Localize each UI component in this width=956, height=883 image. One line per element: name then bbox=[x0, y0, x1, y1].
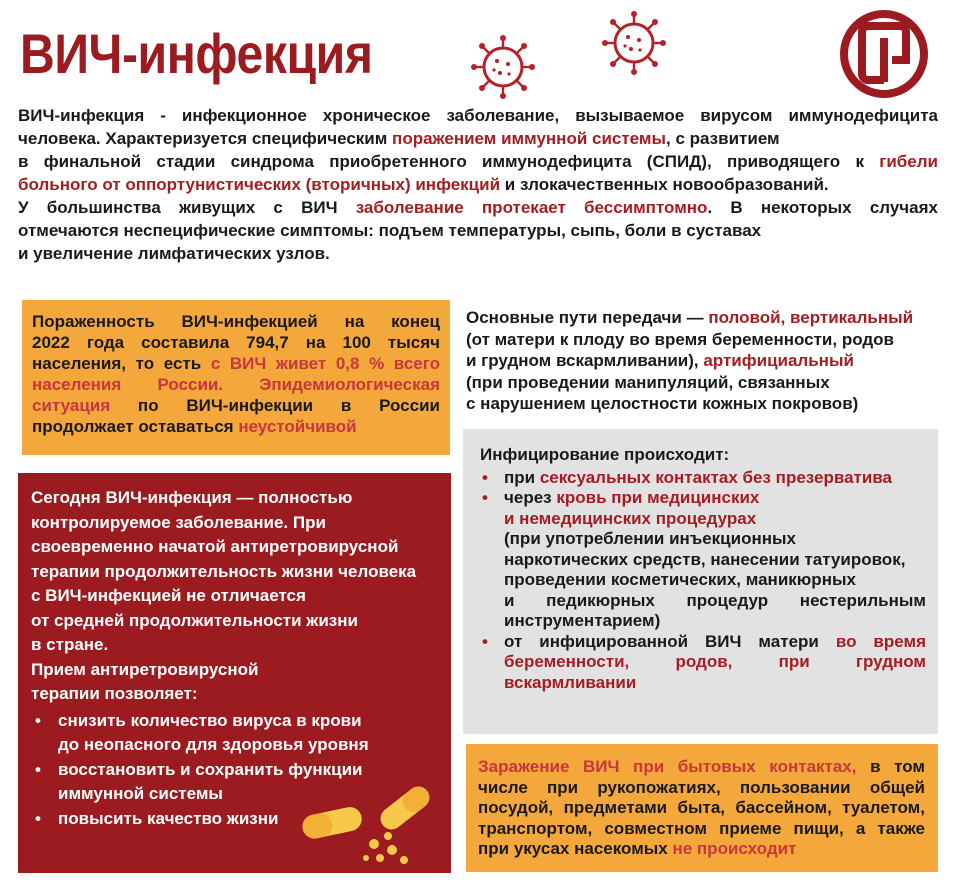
therapy-line: контролируемое заболевание. При bbox=[31, 512, 326, 532]
text: человека. Характеризуется специфическим bbox=[18, 129, 393, 148]
text: через bbox=[504, 488, 557, 507]
transmission-line bbox=[466, 307, 936, 329]
text: У большинства живущих с ВИЧ bbox=[18, 198, 356, 217]
infection-list bbox=[480, 468, 926, 694]
intro-line bbox=[18, 150, 938, 173]
therapy-line: Прием антиретровирусной bbox=[31, 659, 259, 679]
highlight-text: Эпидемиологическая bbox=[259, 375, 440, 394]
virus-icon bbox=[601, 10, 667, 76]
transmission-line: (при проведении манипуляций, связанных bbox=[466, 372, 830, 392]
intro-line: ВИЧ-инфекция - инфекционное хроническое заболевание, вызываемое вирусом иммунодефицита bbox=[18, 106, 938, 125]
household-contact-box bbox=[466, 744, 938, 872]
text: и грудном вскармливании), bbox=[466, 351, 704, 370]
text: населения, то есть bbox=[32, 354, 211, 373]
list-item-text: проведении косметических, маникюрных bbox=[504, 570, 856, 589]
text: по ВИЧ-инфекции в России bbox=[110, 396, 440, 415]
list-item bbox=[31, 709, 441, 758]
virus-icon bbox=[470, 34, 536, 100]
highlight-text: гибели bbox=[879, 152, 938, 171]
bullet-icon: • bbox=[35, 759, 41, 779]
bullet-icon: • bbox=[35, 710, 41, 730]
text: в том bbox=[856, 757, 926, 776]
highlight-text: ситуация bbox=[32, 396, 111, 415]
therapy-line: своевременно начатой антиретровирусной bbox=[31, 537, 399, 556]
list-item bbox=[480, 488, 926, 632]
highlight-text: беременности, родов, при грудном bbox=[504, 652, 926, 671]
list-item-text: повысить качество жизни bbox=[58, 808, 279, 828]
list-item-text: наркотических средств, нанесении татуировок, bbox=[504, 549, 906, 569]
text: продолжает оставаться bbox=[32, 417, 239, 436]
therapy-line: от средней продолжительности жизни bbox=[31, 610, 358, 630]
text: Основные пути передачи — bbox=[466, 308, 709, 327]
list-item-text: и педикюрных процедур нестерильным bbox=[504, 590, 926, 610]
highlight-text: и немедицинских процедурах bbox=[504, 508, 757, 528]
highlight-text: артифициальный bbox=[703, 351, 854, 370]
therapy-line: с ВИЧ-инфекцией не отличается bbox=[31, 586, 306, 605]
therapy-line: терапии продолжительность жизни человека bbox=[31, 561, 417, 581]
organization-logo-icon bbox=[838, 8, 930, 100]
list-item-text: инструментарием) bbox=[504, 611, 661, 630]
list-item bbox=[480, 468, 926, 489]
highlight-text: сексуальных контактах без презерватива bbox=[539, 467, 892, 487]
therapy-line: терапии позволяет: bbox=[31, 684, 198, 703]
highlight-text: Заражение ВИЧ при бытовых контактах, bbox=[478, 757, 857, 776]
prevalence-line: 2022 года составила 794,7 на 100 тысяч bbox=[32, 333, 440, 352]
household-line: посудой, предметами быта, бассейном, туалетом, bbox=[478, 798, 925, 817]
highlight-text: с ВИЧ живет 0,8 % всего bbox=[210, 354, 440, 373]
text: , с развитием bbox=[666, 129, 780, 148]
highlight-text: половой, вертикальный bbox=[708, 308, 914, 327]
text: и злокачественных новообразований. bbox=[500, 175, 829, 194]
bullet-icon: • bbox=[482, 488, 488, 507]
highlight-text: кровь при медицинских bbox=[556, 488, 760, 507]
intro-line: отмечаются неспецифические симптомы: подъем температуры, сыпь, боли в суставах bbox=[18, 221, 762, 240]
household-line bbox=[478, 757, 925, 778]
page-title: ВИЧ-инфекция bbox=[20, 22, 373, 85]
list-item-text: снизить количество вируса в крови bbox=[58, 710, 362, 730]
highlight-text: вскармливании bbox=[504, 672, 637, 692]
text: при укусах насекомых bbox=[478, 839, 673, 858]
prevalence-line: Пораженность ВИЧ-инфекцией на конец bbox=[32, 312, 440, 331]
intro-line bbox=[18, 173, 938, 196]
bullet-icon: • bbox=[482, 631, 488, 651]
text: в финальной стадии синдрома приобретенного иммунодефицита (СПИД), приводящего к bbox=[18, 152, 880, 171]
highlight-text: поражением иммунной системы bbox=[392, 129, 667, 148]
intro-paragraph bbox=[18, 104, 938, 265]
intro-line bbox=[18, 196, 938, 219]
list-item-text bbox=[504, 632, 926, 653]
list-item bbox=[480, 632, 926, 694]
highlight-text: неустойчивой bbox=[238, 417, 357, 436]
text: от инфицированной ВИЧ матери bbox=[504, 631, 836, 651]
prevalence-line bbox=[32, 395, 440, 416]
household-line: числе при рукопожатиях, пользовании общей bbox=[478, 777, 925, 797]
intro-line bbox=[18, 127, 938, 150]
prevalence-line bbox=[32, 353, 440, 374]
transmission-line: (от матери к плоду во время беременности, родов bbox=[466, 329, 894, 349]
list-item-text: (при употреблении инъекционных bbox=[504, 529, 796, 548]
therapy-line: в стране. bbox=[31, 635, 109, 654]
bullet-icon: • bbox=[35, 808, 41, 828]
transmission-line: с нарушением целостности кожных покровов) bbox=[466, 394, 859, 413]
highlight-text: населения России. bbox=[32, 375, 260, 394]
highlight-text: заболевание протекает бессимптомно bbox=[355, 198, 708, 217]
list-item-text: восстановить и сохранить функции bbox=[58, 759, 363, 779]
text: при bbox=[504, 467, 540, 487]
prevalence-line bbox=[32, 416, 440, 437]
infection-box bbox=[463, 429, 938, 734]
highlight-text: во время bbox=[835, 631, 926, 651]
transmission-paragraph bbox=[466, 307, 936, 415]
highlight-text: больного от оппортунистических (вторичных) инфекций bbox=[18, 175, 501, 194]
transmission-line bbox=[466, 350, 936, 372]
highlight-text: не происходит bbox=[672, 839, 797, 858]
text: . В некоторых случаях bbox=[707, 198, 939, 217]
prevalence-box bbox=[22, 300, 450, 455]
list-item-text: до неопасного для здоровья уровня bbox=[58, 735, 369, 754]
therapy-line: Сегодня ВИЧ-инфекция — полностью bbox=[31, 488, 353, 507]
infection-heading: Инфицирование происходит: bbox=[480, 445, 730, 464]
pills-icon bbox=[296, 774, 436, 866]
household-line bbox=[478, 839, 925, 860]
list-item-text: иммунной системы bbox=[58, 784, 223, 803]
prevalence-line bbox=[32, 374, 440, 395]
intro-line: и увеличение лимфатических узлов. bbox=[18, 244, 330, 263]
household-line: транспортом, совместном приеме пищи, а также bbox=[478, 818, 925, 838]
bullet-icon: • bbox=[482, 467, 488, 487]
